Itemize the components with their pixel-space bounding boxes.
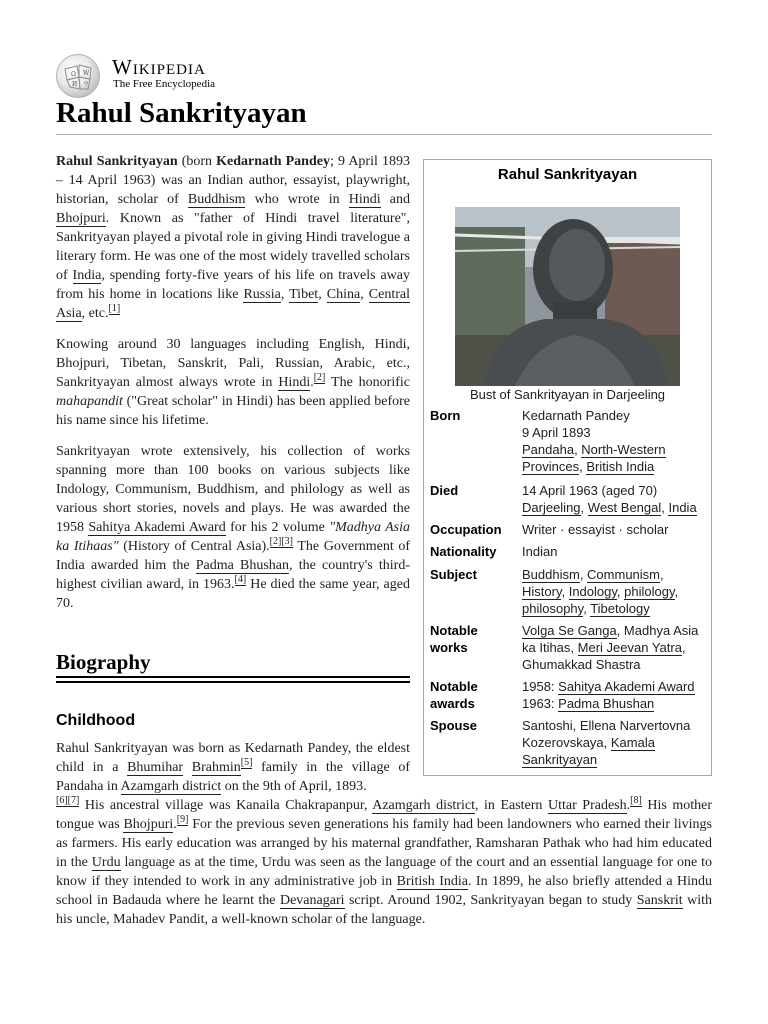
subject-name: Rahul Sankrityayan — [56, 154, 178, 169]
reference-9[interactable]: [9] — [176, 814, 189, 826]
puzzle-globe-icon — [57, 55, 101, 99]
intro-section — [56, 152, 410, 625]
svg-text:Ω: Ω — [71, 71, 76, 78]
infobox: Rahul Sankrityayan Bust of Sankrityayan in Darjeeling Born Kedarnath Pandey 9 April 1893 Pandaha, North-Western Provinces, British India Died 14 April 1963 (aged 70) Darjeeling, West Bengal, India Occupation Writer · essayist · scholar Nationality Indian Subject Buddhism, Communism, History, Indology, philology, philosophy, Tibetology Notable works Volga Se Ganga, Madhya Asia ka Itihas, Meri Jeevan Yatra, Ghumakkad Shastra Notable awards 1958: Sahitya Akademi Award 1963: Padma Bhushan Spouse Santoshi, Ellena Narvertovna Kozerovskaya, Kamala Sankrityayan — [423, 159, 712, 776]
image-caption: Bust of Sankrityayan in Darjeeling — [469, 387, 666, 402]
section-divider-2 — [56, 681, 410, 683]
link-azamgarh-district-2[interactable]: Azamgarh district — [372, 798, 475, 813]
section-divider — [56, 676, 410, 678]
link-darjeeling[interactable]: Darjeeling — [522, 500, 581, 515]
link-bhojpuri-2[interactable]: Bhojpuri — [123, 817, 174, 832]
link-meri-jeevan-yatra[interactable]: Meri Jeevan Yatra — [577, 640, 682, 655]
subsection-heading-childhood: Childhood — [56, 712, 136, 729]
link-sanskrit[interactable]: Sanskrit — [636, 893, 683, 908]
svg-text:ウ: ウ — [83, 81, 90, 88]
link-uttar-pradesh[interactable]: Uttar Pradesh — [547, 798, 627, 813]
link-azamgarh-district[interactable]: Azamgarh district — [120, 779, 222, 794]
site-header — [56, 52, 712, 96]
link-west-bengal[interactable]: West Bengal — [587, 500, 662, 515]
page-title: Rahul Sankrityayan — [56, 96, 712, 135]
reference-8[interactable]: [8] — [630, 795, 642, 807]
link-bhumihar[interactable]: Bhumihar — [127, 760, 184, 775]
reference-3[interactable]: [3] — [281, 536, 293, 548]
link-padma-bhushan[interactable]: Padma Bhushan — [195, 558, 290, 573]
link-urdu[interactable]: Urdu — [91, 855, 121, 870]
link-north-western-provinces[interactable]: North-Western Provinces — [522, 442, 666, 474]
link-subject-tibetology[interactable]: Tibetology — [590, 601, 650, 616]
link-pandaha[interactable]: Pandaha — [522, 442, 575, 457]
link-volga-se-ganga[interactable]: Volga Se Ganga — [522, 623, 617, 638]
link-central-asia[interactable]: Central Asia — [56, 287, 411, 321]
link-subject-buddhism[interactable]: Buddhism — [522, 567, 580, 582]
svg-text:W: W — [83, 70, 90, 77]
wikipedia-globe-icon[interactable] — [56, 54, 100, 98]
link-hindi-2[interactable]: Hindi — [278, 375, 311, 390]
reference-5[interactable]: [5] — [240, 757, 253, 769]
link-buddhism[interactable]: Buddhism — [187, 192, 246, 207]
link-british-india-born[interactable]: British India — [586, 459, 655, 474]
bust-photo-illustration — [455, 207, 680, 386]
link-devanagari[interactable]: Devanagari — [279, 893, 345, 908]
link-china[interactable]: China — [326, 287, 361, 302]
link-subject-history[interactable]: History — [522, 584, 562, 599]
link-bhojpuri[interactable]: Bhojpuri — [56, 211, 106, 226]
link-subject-communism[interactable]: Communism — [587, 567, 661, 582]
infobox-title: Rahul Sankrityayan — [497, 166, 638, 183]
section-heading-biography: Biography — [56, 650, 151, 674]
book-title: "Madhya Asia ka Itihaas" — [56, 520, 410, 554]
link-british-india[interactable]: British India — [396, 874, 468, 889]
link-russia[interactable]: Russia — [243, 287, 281, 302]
link-tibet[interactable]: Tibet — [289, 287, 319, 302]
birth-name: Kedarnath Pandey — [216, 154, 330, 169]
link-subject-philosophy[interactable]: philosophy — [522, 601, 584, 616]
mahapandit-term: mahapandit — [56, 394, 123, 409]
link-award-sahitya-akademi[interactable]: Sahitya Akademi Award — [558, 679, 695, 694]
link-subject-indology[interactable]: Indology — [568, 584, 617, 599]
reference-2b[interactable]: [2] — [269, 536, 282, 548]
link-award-padma-bhushan[interactable]: Padma Bhushan — [558, 696, 655, 711]
childhood-paragraph: Rahul Sankrityayan was born as Kedarnath Pandey, the eldest child in a Bhumihar Brahmin[5] family in the village of Pandaha in Azamgarh district on the 9th of April, 1893. [6][7] His ancestral village was Kanaila Chakrapanpur, Azamgarh district, in Eastern Uttar Pradesh.[8] His mother tongue was Bhojpuri.[9] For the previous seven generations his family had been landowners who earned their livings as farmers. His early education was arranged by his maternal grandfather, Ramsharan Pathak who had him educated in the Urdu language as at the time, Urdu was seen as the language of the court and an essential language for one to know if they intended to work in any administrative job in British India. In 1899, he also briefly attended a Hindu school in Badauda where he learnt the Devanagari script. Around 1902, Sankrityayan began to study Sanskrit with his uncle, Mahadev Pandit, a well-known scholar of the language. — [56, 741, 712, 927]
reference-1[interactable]: [1] — [108, 303, 121, 315]
reference-4[interactable]: [4] — [234, 574, 247, 586]
intro-paragraph-2: Knowing around 30 languages including English, Hindi, Bhojpuri, Tibetan, Sanskrit, Pali, Russian, Arabic, etc., Sankrityayan almost always wrote in Hindi.[2] The honorific mahapandit ("Great scholar" in Hindi) has been applied before his name since his lifetime. — [56, 337, 410, 428]
link-sahitya-akademi-award[interactable]: Sahitya Akademi Award — [88, 520, 226, 535]
bust-photo[interactable] — [455, 207, 680, 386]
link-india-died[interactable]: India — [668, 500, 697, 515]
intro-paragraph-3: Sankrityayan wrote extensively, his collection of works spanning more than 100 books on various subjects like Indology, Communism, Buddhism, and philology as well as various short stories, novels and plays. He was awarded the 1958 Sahitya Akademi Award for his 2 volume "Madhya Asia ka Itihaas" (History of Central Asia).[2][3] The Government of India awarded him the Padma Bhushan, the country's third-highest civilian award, in 1963.[4] He died the same year, aged 70. — [56, 444, 410, 611]
link-india[interactable]: India — [72, 268, 102, 283]
intro-paragraph-1: Rahul Sankrityayan (born Kedarnath Pandey; 9 April 1893 – 14 April 1963) was an Indian author, essayist, playwright, historian, scholar of Buddhism who wrote in Hindi and Bhojpuri. Known as "father of Hindi travel literature", Sankrityayan played a pivotal role in giving Hindi travelogue a literary form. He was one of the most widely travelled scholars of India, spending forty-five years of his life on travels away from his home in locations like Russia, Tibet, China, Central Asia, etc.[1] — [56, 154, 411, 321]
link-kamala-sankrityayan[interactable]: Kamala Sankrityayan — [522, 735, 655, 767]
svg-text:И: И — [72, 81, 78, 88]
site-tagline: The Free Encyclopedia — [113, 78, 216, 90]
site-wordmark[interactable]: Wikipedia — [112, 55, 206, 79]
link-subject-philology[interactable]: philology — [624, 584, 675, 599]
reference-6[interactable]: [6] — [56, 795, 68, 807]
reference-2[interactable]: [2] — [313, 372, 326, 384]
link-hindi[interactable]: Hindi — [348, 192, 381, 207]
link-brahmin[interactable]: Brahmin — [191, 760, 241, 775]
reference-7[interactable]: [7] — [67, 795, 80, 807]
